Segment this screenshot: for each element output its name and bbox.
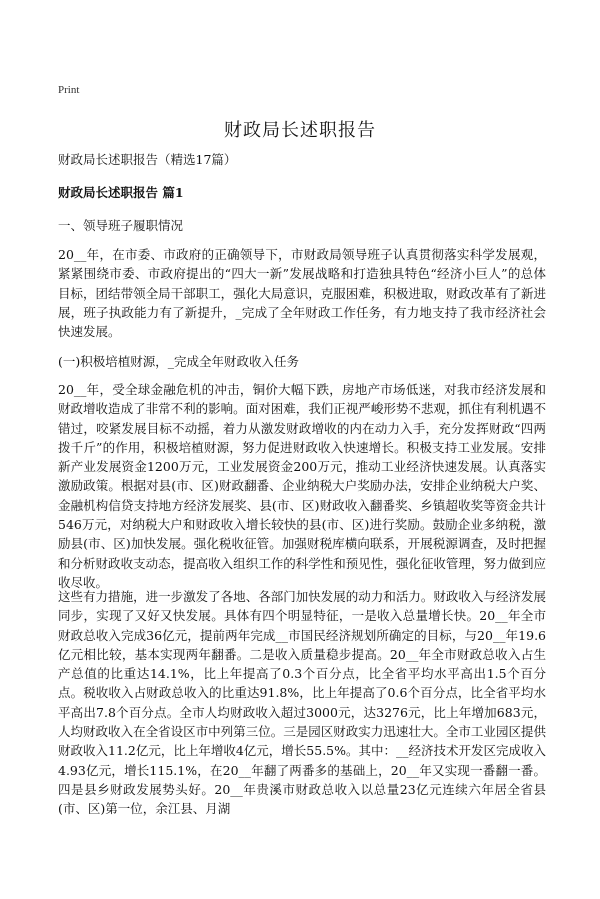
paragraph-1: 20__年，在市委、市政府的正确领导下，市财政局领导班子认真贯彻落实科学发展观，紧紧围绕市委、市政府提出的“四大一新”发展战略和打造独具特色“经济小巨人”的总体目标，团结带领全局干部职工，强化大局意识，克服困难，积极进取，财政改革有了新进展，班子执政能力有了新提升，_完成了全年财政工作任务，有力地支持了我市经济社会快速发展。 — [58, 247, 546, 340]
paragraph-3: 这些有力措施，进一步激发了各地、各部门加快发展的动力和活力。财政收入与经济发展同步，实现了又好又快发展。具体有四个明显特征，一是收入总量增长快。20__年全市财政总收入完成36亿元，提前两年完成__市国民经济规划所确定的目标，与20__年19.6亿元相比较，基本实现两年翻番。二是收入质量稳步提高。20__年全市财政总收入占生产总值的比重达14.1%，比上年提高了0.3个百分点，比全省平均水平高出1.5个百分点。税收收入占财政总收入的比重达91.8%，比上年提高了0.6个百分点，比全省平均水平高出7.8个百分点。全市人均财政收入超过3000元，达3276元，比上年增加683元，人均财政收入在全省设区市中列第三位。三是园区财政实力迅速壮大。全市工业园区提供财政收入11.2亿元，比上年增收4亿元，增长55.5%。其中：__经济技术开发区完成收入4.93亿元，增长115.1%，在20__年翻了两番多的基础上，20__年又实现一番翻一番。四是县乡财政发展势头好。20__年贵溪市财政总收入以总量23亿元连续六年居全省县(市、区)第一位，余江县、月湖 — [58, 589, 546, 817]
item-heading: (一)积极培植财源，_完成全年财政收入任务 — [58, 354, 300, 369]
sub-heading: 一、领导班子履职情况 — [58, 218, 184, 233]
document-subtitle: 财政局长述职报告（精选17篇） — [58, 152, 237, 167]
print-label[interactable]: Print — [58, 84, 80, 96]
document-title: 财政局长述职报告 — [224, 120, 376, 141]
section-heading: 财政局长述职报告 篇1 — [58, 185, 184, 200]
paragraph-2: 20__年，受全球金融危机的冲击，铜价大幅下跌，房地产市场低迷，对我市经济发展和财政增收造成了非常不利的影响。面对困难，我们正视严峻形势不悲观，抓住有利机遇不错过，咬紧发展目标不动摇，着力从激发财政增收的内在动力入手，充分发挥财政“四两拨千斤”的作用，积极培植财源，努力促进财政收入快速增长。积极支持工业发展。安排新产业发展资金1200万元，工业发展资金200万元，推动工业经济快速发展。认真落实激励政策。根据对县(市、区)财政翻番、企业纳税大户奖励办法，安排企业纳税大户奖、金融机构信贷支持地方经济发展奖、县(市、区)财政收入翻番奖、乡镇超收奖等资金共计546万元，对纳税大户和财政收入增长较快的县(市、区)进行奖励。鼓励企业多纳税，激励县(市、区)加快发展。强化税收征管。加强财税库横向联系，开展税源调查，及时把握和分析财政收支动态，提高收入组织工作的科学性和预见性，强化征收管理，努力做到应收尽收。 — [58, 382, 546, 590]
